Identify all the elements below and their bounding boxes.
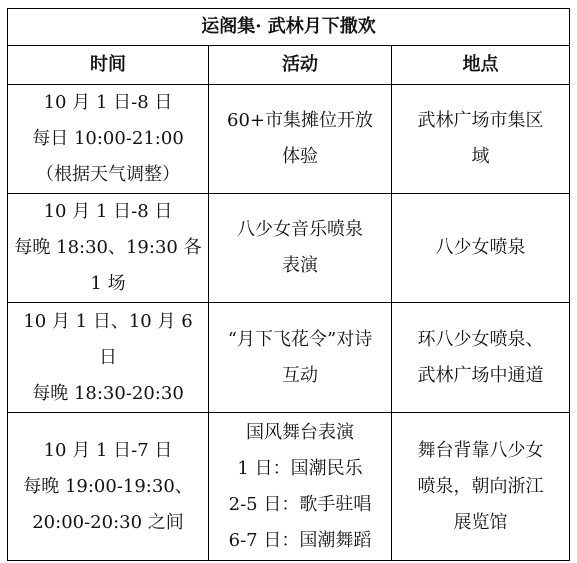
location-line: 展览馆 xyxy=(453,511,508,533)
time-line: 每晚 19:00-19:30、 xyxy=(23,475,193,497)
location-line: 喷泉，朝向浙江 xyxy=(417,475,544,497)
time-cell xyxy=(8,303,209,413)
activity-line: 体验 xyxy=(282,146,318,167)
table-row xyxy=(8,194,570,303)
activity-cell xyxy=(209,303,392,413)
time-line: 20:00-20:30 之间 xyxy=(32,511,184,533)
table-title: 运阁集· 武林月下撒欢 xyxy=(8,9,570,46)
time-line: 每日 10:00-21:00 xyxy=(32,128,184,149)
time-line: 10 月 1 日、10 月 6 xyxy=(23,310,193,332)
activity-line: 2-5 日：歌手驻唱 xyxy=(228,493,372,515)
table-row xyxy=(8,413,570,561)
activity-line: 表演 xyxy=(282,255,318,276)
title-row xyxy=(8,9,570,46)
activity-line: 1 日：国潮民乐 xyxy=(237,457,363,479)
time-cell xyxy=(8,194,209,303)
location-cell xyxy=(392,413,570,561)
activity-cell xyxy=(209,85,392,194)
time-line: 1 场 xyxy=(90,273,126,294)
header-time: 时间 xyxy=(8,46,209,85)
time-line: 每晚 18:30、19:30 各 xyxy=(14,237,202,258)
table-row xyxy=(8,303,570,413)
header-row xyxy=(8,46,570,85)
activity-line: 八少女音乐喷泉 xyxy=(237,219,363,240)
location-line: 武林广场中通道 xyxy=(417,364,544,386)
schedule-table xyxy=(7,8,570,561)
time-cell xyxy=(8,413,209,561)
location-cell xyxy=(392,303,570,413)
time-line: 10 月 1 日-8 日 xyxy=(43,92,173,113)
activity-line: 60+市集摊位开放 xyxy=(227,110,373,131)
location-cell xyxy=(392,85,570,194)
activity-cell xyxy=(209,194,392,303)
time-cell xyxy=(8,85,209,194)
location-cell xyxy=(392,194,570,303)
time-line: （根据天气调整） xyxy=(36,164,180,185)
activity-line: 互动 xyxy=(282,364,318,386)
location-line: 舞台背靠八少女 xyxy=(417,439,544,461)
header-location: 地点 xyxy=(392,46,570,85)
activity-line: 国风舞台表演 xyxy=(246,421,354,443)
time-line: 日 xyxy=(99,346,117,368)
time-line: 10 月 1 日-7 日 xyxy=(43,439,173,461)
location-line: 八少女喷泉 xyxy=(435,237,526,258)
location-line: 武林广场市集区 xyxy=(417,110,544,131)
table-row xyxy=(8,85,570,194)
time-line: 10 月 1 日-8 日 xyxy=(43,201,173,222)
header-activity: 活动 xyxy=(209,46,392,85)
time-line: 每晚 18:30-20:30 xyxy=(32,382,184,404)
activity-line: 6-7 日：国潮舞蹈 xyxy=(228,529,372,551)
location-line: 环八少女喷泉、 xyxy=(417,328,544,350)
activity-cell xyxy=(209,413,392,561)
activity-line: “月下飞花令”对诗 xyxy=(227,328,373,350)
location-line: 域 xyxy=(471,146,490,167)
